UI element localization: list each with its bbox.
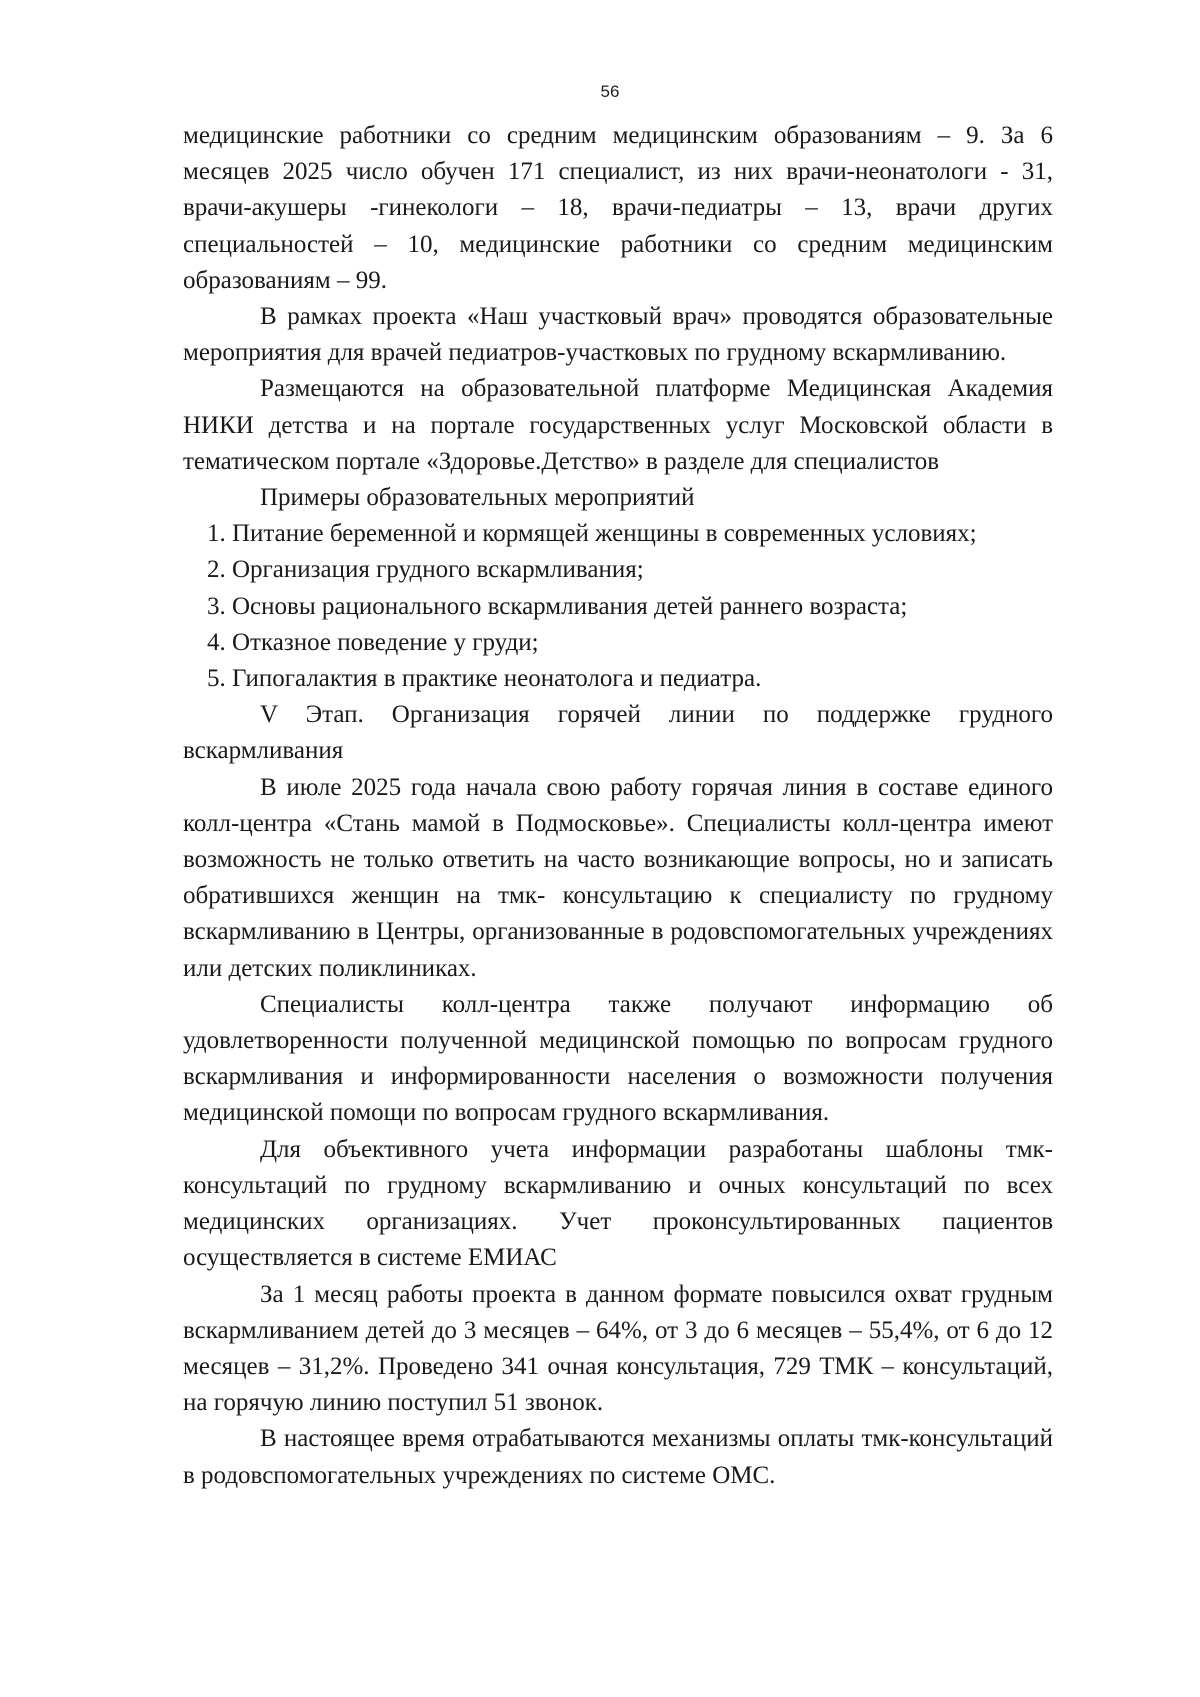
list-item-text: Питание беременной и кормящей женщины в современных условиях; [232,520,977,548]
list-item [183,516,1053,552]
paragraph-10: В настоящее время отрабатываются механизмы оплаты тмк-консультаций в родовспомогательных учреждениях по системе ОМС. [183,1425,1053,1489]
list-item [183,589,1053,625]
list-item-text: Отказное поведение у груди; [232,628,539,656]
paragraph-6: В июле 2025 года начала свою работу горячая линия в составе единого колл-центра «Стань мамой в Подмосковье». Специалисты колл-центра имеют возможность не только ответить на часто возникающие вопросы, но и записать обратившихся женщин на тмк- консультацию к специалисту по грудному вскармливанию в Центры, организованные в родовспомогательных учреждениях или детских поликлиниках. [183,773,1053,982]
paragraph-3: Размещаются на образовательной платформе Медицинская Академия НИКИ детства и на портале государственных услуг Московской области в тематическом портале «Здоровье.Детство» в разделе для специалистов [183,375,1053,475]
list-item [183,661,1053,697]
list-item-text: Организация грудного вскармливания; [232,556,644,584]
list-item-text: Гипогалактия в практике неонатолога и педиатра. [232,665,762,693]
list-item [183,625,1053,661]
list-item-number: 2. [207,556,226,584]
section-heading: V Этап. Организация горячей линии по поддержке грудного вскармливания [183,701,1053,765]
list-item-number: 1. [207,520,226,548]
events-list [183,516,1053,697]
list-heading: Примеры образовательных мероприятий [260,484,695,512]
list-item-number: 4. [207,628,226,656]
paragraph-7: Специалисты колл-центра также получают информацию об удовлетворенности полученной медицинской помощью по вопросам грудного вскармливания и информированности населения о возможности получения медицинской помощи по вопросам грудного вскармливания. [183,990,1053,1127]
list-item-number: 3. [207,592,226,620]
document-body [183,118,1053,1494]
paragraph-9: За 1 месяц работы проекта в данном формате повысился охват грудным вскармливанием детей до 3 месяцев – 64%, от 3 до 6 месяцев – 55,4%, от 6 до 12 месяцев – 31,2%. Проведено 341 очная консультация, 729 ТМК – консультаций, на горячую линию поступил 51 звонок. [183,1280,1053,1417]
list-item-text: Основы рационального вскармливания детей раннего возраста; [232,592,908,620]
list-item-number: 5. [207,665,226,693]
paragraph-1: медицинские работники со средним медицинским образованиям – 9. За 6 месяцев 2025 число обучен 171 специалист, из них врачи-неонатологи - 31, врачи-акушеры -гинекологи – 18, врачи-педиатры – 13, врачи других специальностей – 10, медицинские работники со средним медицинским образованиям – 99. [183,122,1053,294]
page-number: 56 [600,82,620,101]
paragraph-2: В рамках проекта «Наш участковый врач» проводятся образовательные мероприятия для врачей педиатров-участковых по грудному вскармливанию. [183,303,1053,367]
list-item [183,552,1053,588]
paragraph-8: Для объективного учета информации разработаны шаблоны тмк-консультаций по грудному вскармливанию и очных консультаций по всех медицинских организациях. Учет проконсультированных пациентов осуществляется в системе ЕМИАС [183,1135,1053,1272]
